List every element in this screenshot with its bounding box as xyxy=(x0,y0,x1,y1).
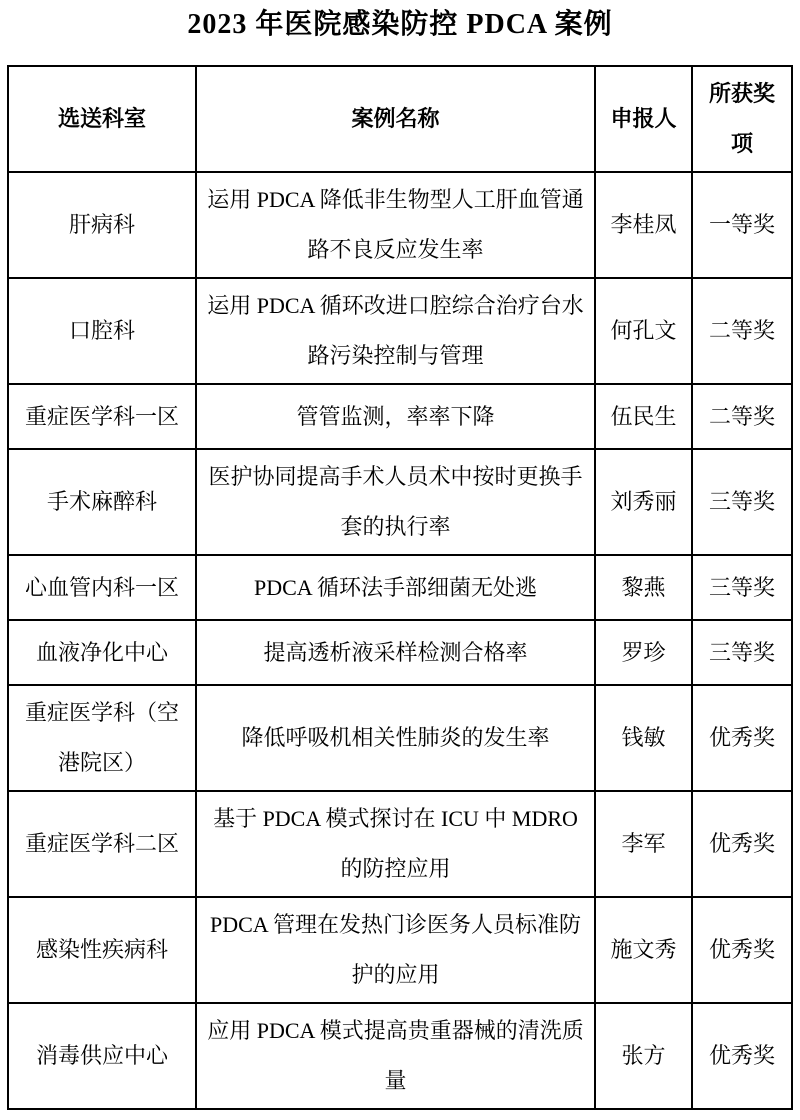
case-name-cell: 运用 PDCA 循环改进口腔综合治疗台水路污染控制与管理 xyxy=(196,278,595,384)
case-name-cell: 医护协同提高手术人员术中按时更换手套的执行率 xyxy=(196,449,595,555)
header-case-name: 案例名称 xyxy=(196,66,595,172)
table-row xyxy=(8,384,792,449)
applicant-cell: 施文秀 xyxy=(595,897,692,1003)
case-name-cell: PDCA 管理在发热门诊医务人员标准防护的应用 xyxy=(196,897,595,1003)
award-cell: 一等奖 xyxy=(692,172,792,278)
applicant-cell: 罗珍 xyxy=(595,620,692,685)
department-cell: 感染性疾病科 xyxy=(8,897,196,1003)
applicant-cell: 张方 xyxy=(595,1003,692,1109)
department-cell: 口腔科 xyxy=(8,278,196,384)
header-row xyxy=(8,66,792,172)
case-name-cell: 降低呼吸机相关性肺炎的发生率 xyxy=(196,685,595,791)
department-cell: 手术麻醉科 xyxy=(8,449,196,555)
department-cell: 血液净化中心 xyxy=(8,620,196,685)
case-name-cell: 基于 PDCA 模式探讨在 ICU 中 MDRO 的防控应用 xyxy=(196,791,595,897)
award-cell: 优秀奖 xyxy=(692,791,792,897)
header-department: 选送科室 xyxy=(8,66,196,172)
applicant-cell: 李军 xyxy=(595,791,692,897)
pdca-cases-table xyxy=(7,65,793,1110)
applicant-cell: 伍民生 xyxy=(595,384,692,449)
applicant-cell: 钱敏 xyxy=(595,685,692,791)
award-cell: 优秀奖 xyxy=(692,685,792,791)
applicant-cell: 何孔文 xyxy=(595,278,692,384)
header-applicant: 申报人 xyxy=(595,66,692,172)
table-row xyxy=(8,685,792,791)
applicant-cell: 黎燕 xyxy=(595,555,692,620)
award-cell: 二等奖 xyxy=(692,278,792,384)
case-name-cell: 管管监测，率率下降 xyxy=(196,384,595,449)
award-cell: 三等奖 xyxy=(692,620,792,685)
department-cell: 肝病科 xyxy=(8,172,196,278)
header-award: 所获奖项 xyxy=(692,66,792,172)
case-name-cell: 应用 PDCA 模式提高贵重器械的清洗质量 xyxy=(196,1003,595,1109)
table-row xyxy=(8,620,792,685)
table-row xyxy=(8,791,792,897)
table-row xyxy=(8,278,792,384)
award-cell: 优秀奖 xyxy=(692,1003,792,1109)
table-row xyxy=(8,449,792,555)
department-cell: 消毒供应中心 xyxy=(8,1003,196,1109)
award-cell: 三等奖 xyxy=(692,449,792,555)
department-cell: 心血管内科一区 xyxy=(8,555,196,620)
department-cell: 重症医学科一区 xyxy=(8,384,196,449)
table-row xyxy=(8,1003,792,1109)
department-cell: 重症医学科（空港院区） xyxy=(8,685,196,791)
award-cell: 优秀奖 xyxy=(692,897,792,1003)
case-name-cell: 提高透析液采样检测合格率 xyxy=(196,620,595,685)
page-title: 2023 年医院感染防控 PDCA 案例 xyxy=(187,9,613,40)
case-name-cell: PDCA 循环法手部细菌无处逃 xyxy=(196,555,595,620)
award-cell: 三等奖 xyxy=(692,555,792,620)
applicant-cell: 李桂凤 xyxy=(595,172,692,278)
table-row xyxy=(8,897,792,1003)
table-header xyxy=(8,66,792,172)
table-body xyxy=(8,172,792,1109)
table-row xyxy=(8,172,792,278)
table-row xyxy=(8,555,792,620)
applicant-cell: 刘秀丽 xyxy=(595,449,692,555)
award-cell: 二等奖 xyxy=(692,384,792,449)
department-cell: 重症医学科二区 xyxy=(8,791,196,897)
case-name-cell: 运用 PDCA 降低非生物型人工肝血管通路不良反应发生率 xyxy=(196,172,595,278)
